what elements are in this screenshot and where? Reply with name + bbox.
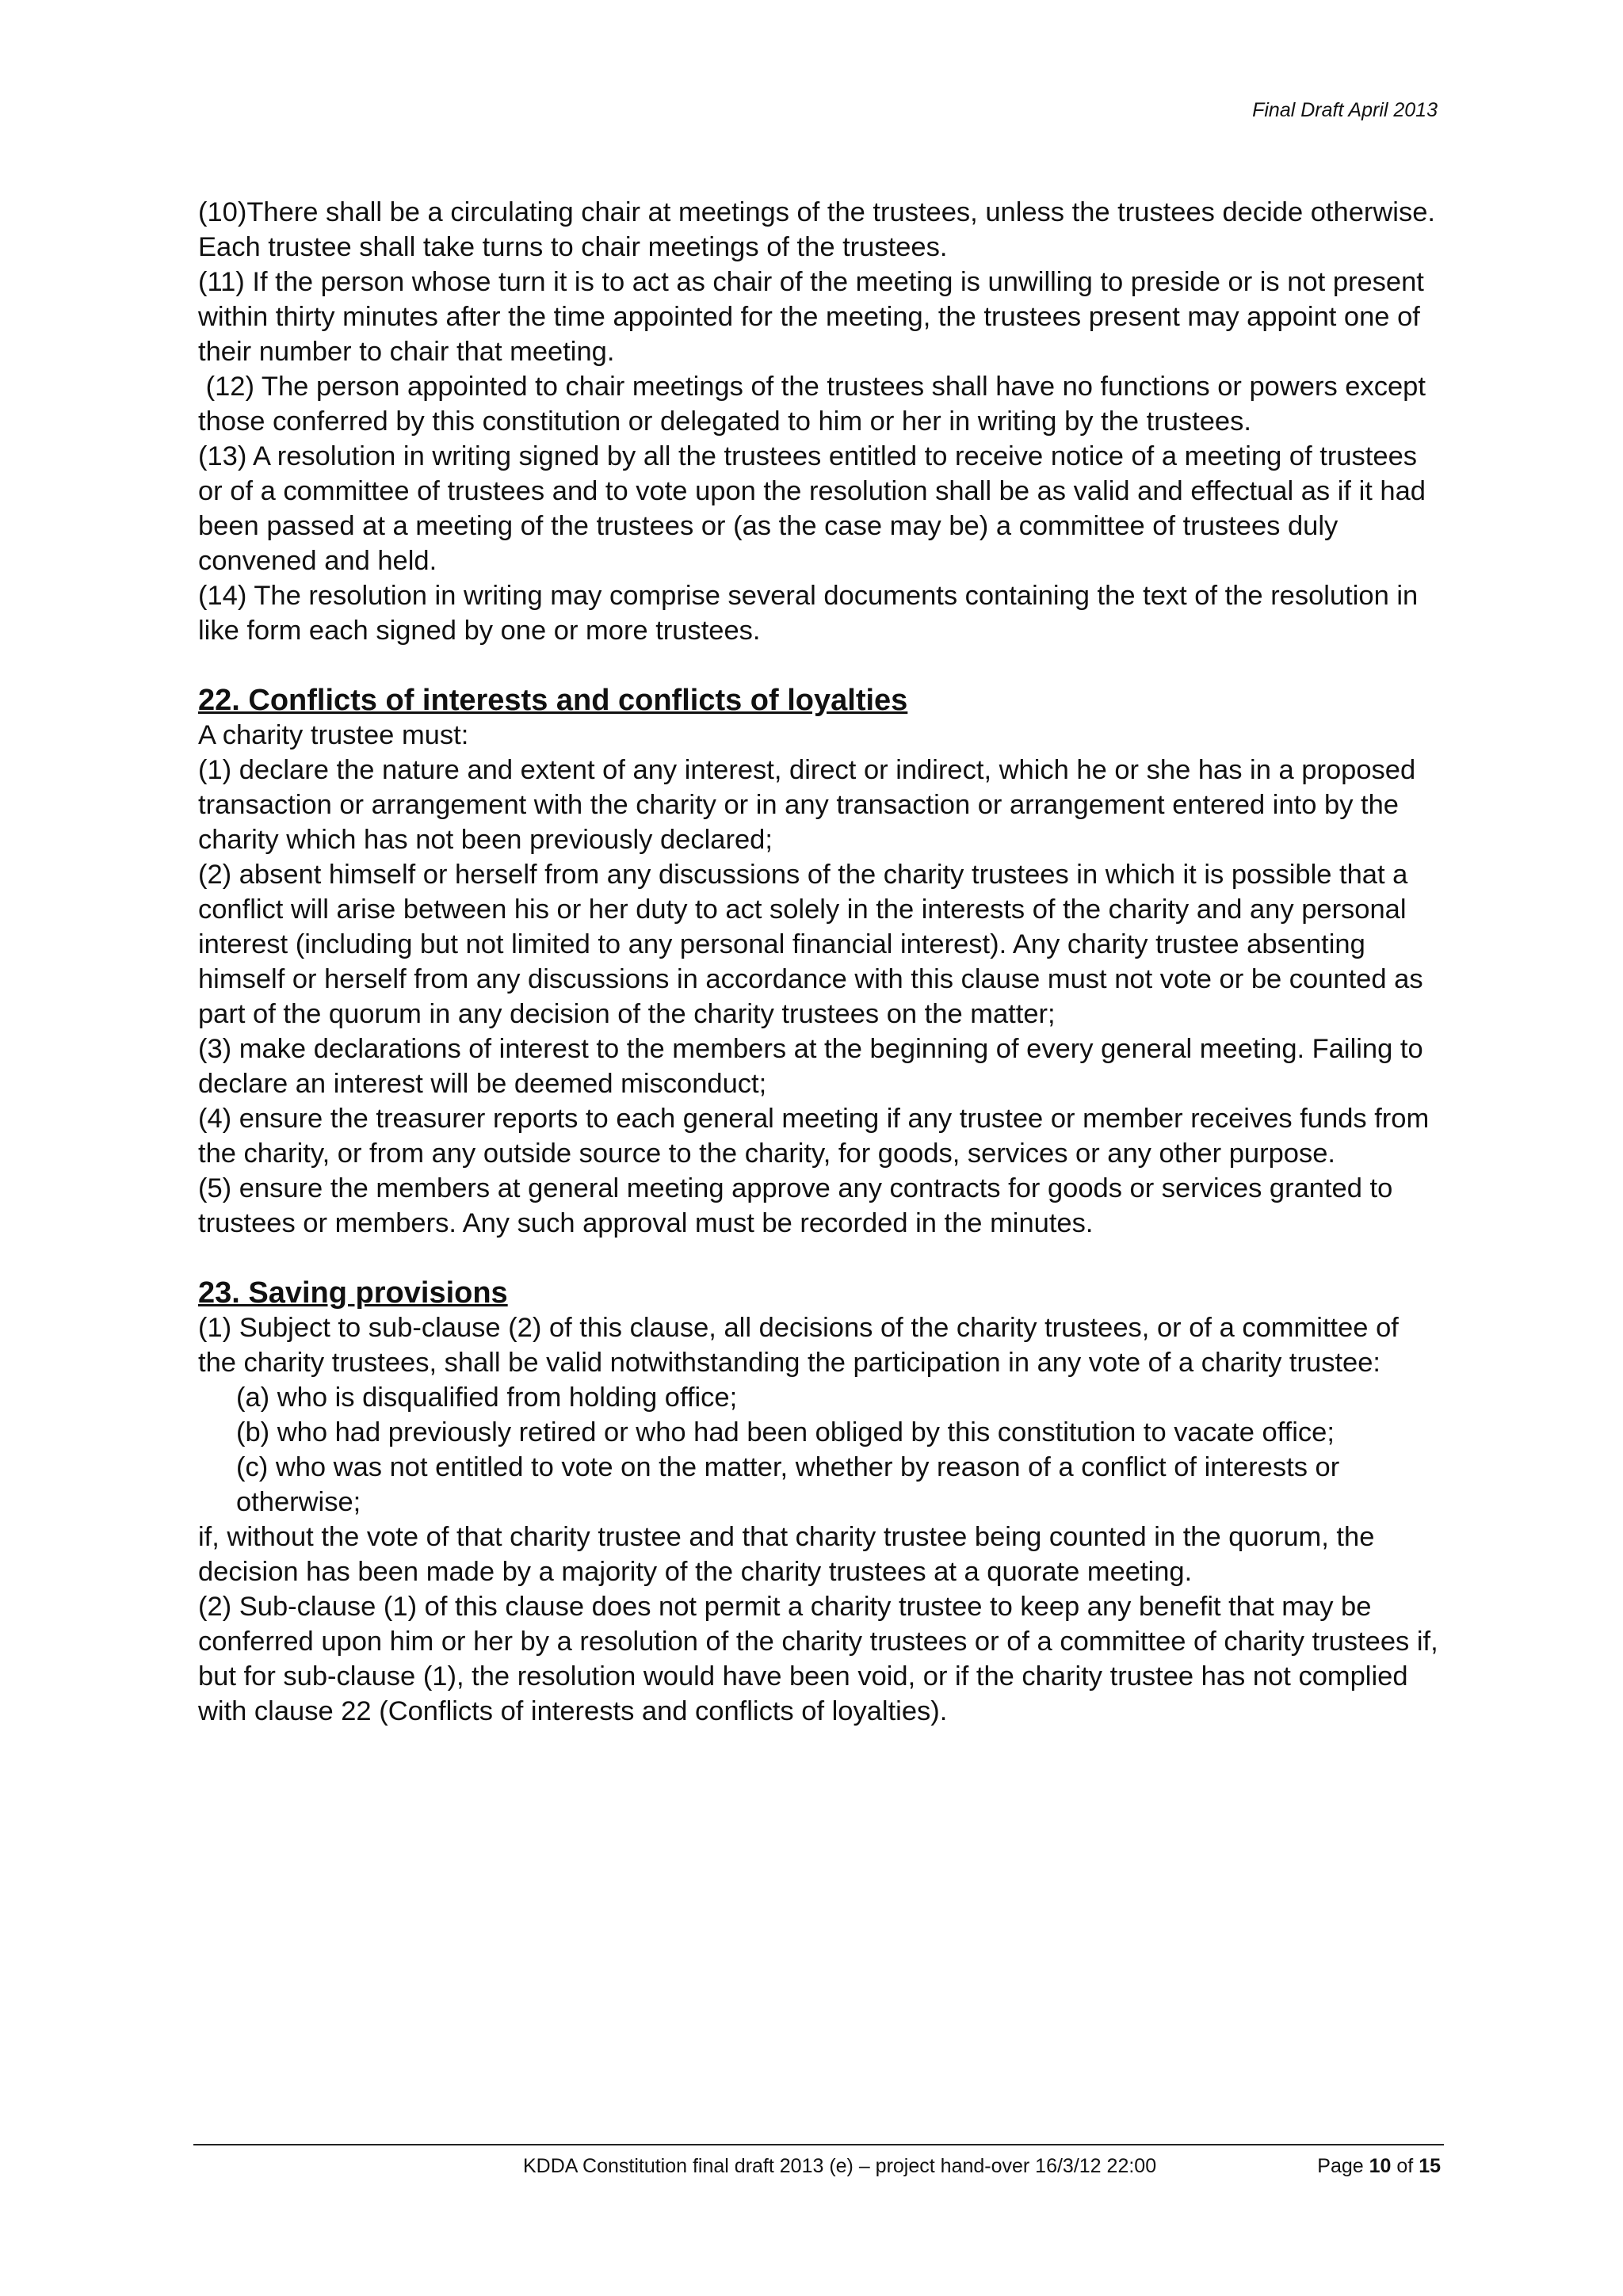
section-22-intro: A charity trustee must:: [198, 720, 469, 750]
page-of: of: [1396, 2155, 1414, 2177]
clause-23-1: (1) Subject to sub-clause (2) of this clause, all decisions of the charity trustees, or of a committee of the charity trustees, shall be valid notwithstanding the participation in any vote of a charity trustee:: [198, 1313, 1399, 1378]
page-total: 15: [1419, 2155, 1441, 2177]
draft-header-note: Final Draft April 2013: [1252, 99, 1438, 121]
clause-23-1-b: (b) who had previously retired or who had been obliged by this constitution to vacate office;: [236, 1417, 1335, 1447]
page-footer: [523, 2153, 1441, 2179]
section-spacer: [198, 648, 1442, 683]
clause-22-4: (4) ensure the treasurer reports to each general meeting if any trustee or member receives funds from the charity, or from any outside source to the charity, for goods, services or any other purpose.: [198, 1104, 1430, 1169]
clause-21-13: (13) A resolution in writing signed by all the trustees entitled to receive notice of a meeting of trustees or of a committee of trustees and to vote upon the resolution shall be as valid and effectual as if it had been passed at a meeting of the trustees or (as the case may be) a committee of trustees duly convened and held.: [198, 441, 1426, 576]
clause-23-1-c: (c) who was not entitled to vote on the matter, whether by reason of a conflict of interests or otherwise;: [236, 1452, 1340, 1517]
section-22-heading: 22. Conflicts of interests and conflicts of loyalties: [198, 684, 908, 717]
section-spacer: [198, 1241, 1442, 1276]
clause-22-2: (2) absent himself or herself from any discussions of the charity trustees in which it is possible that a conflict will arise between his or her duty to act solely in the interests of the charity and any personal interest (including but not limited to any personal financial interest). Any charity trustee absenting himself or herself from any discussions in accordance with this clause must not vote or be counted as part of the quorum in any decision of the charity trustees on the matter;: [198, 860, 1423, 1029]
clause-23-1-conclusion: if, without the vote of that charity trustee and that charity trustee being counted in the quorum, the decision has been made by a majority of the charity trustees at a quorate meeting.: [198, 1522, 1375, 1587]
clause-23-2: (2) Sub-clause (1) of this clause does not permit a charity trustee to keep any benefit that may be conferred upon him or her by a resolution of the charity trustees or of a committee of charity trustees if, but for sub-clause (1), the resolution would have been void, or if the charity trustee has not complied with clause 22 (Conflicts of interests and conflicts of loyalties).: [198, 1592, 1438, 1726]
footer-rule: [193, 2144, 1444, 2145]
page-number: [1317, 2153, 1441, 2179]
clause-21-11: (11) If the person whose turn it is to act as chair of the meeting is unwilling to preside or is not present within thirty minutes after the time appointed for the meeting, the trustees present may appoint one of their number to chair that meeting.: [198, 267, 1424, 367]
clause-21-12: (12) The person appointed to chair meetings of the trustees shall have no functions or powers except those conferred by this constitution or delegated to him or her in writing by the trustees.: [198, 372, 1434, 437]
footer-document-title: KDDA Constitution final draft 2013 (e) – project hand-over 16/3/12 22:00: [523, 2155, 1157, 2177]
clause-22-5: (5) ensure the members at general meeting approve any contracts for goods or services granted to trustees or members. Any such approval must be recorded in the minutes.: [198, 1173, 1393, 1238]
document-body: [198, 195, 1442, 1729]
clause-22-1: (1) declare the nature and extent of any interest, direct or indirect, which he or she has in a proposed transaction or arrangement with the charity or in any transaction or arrangement entered into by the charity which has not been previously declared;: [198, 755, 1416, 855]
page-prefix: Page: [1317, 2155, 1364, 2177]
page-current: 10: [1369, 2155, 1392, 2177]
clause-21-14: (14) The resolution in writing may comprise several documents containing the text of the resolution in like form each signed by one or more trustees.: [198, 581, 1419, 646]
clause-22-3: (3) make declarations of interest to the members at the beginning of every general meeting. Failing to declare an interest will be deemed misconduct;: [198, 1034, 1423, 1099]
section-23-heading: 23. Saving provisions: [198, 1276, 508, 1310]
clause-21-10: (10)There shall be a circulating chair at meetings of the trustees, unless the trustees decide otherwise. Each trustee shall take turns to chair meetings of the trustees.: [198, 197, 1435, 262]
clause-23-1-a: (a) who is disqualified from holding office;: [236, 1383, 738, 1413]
